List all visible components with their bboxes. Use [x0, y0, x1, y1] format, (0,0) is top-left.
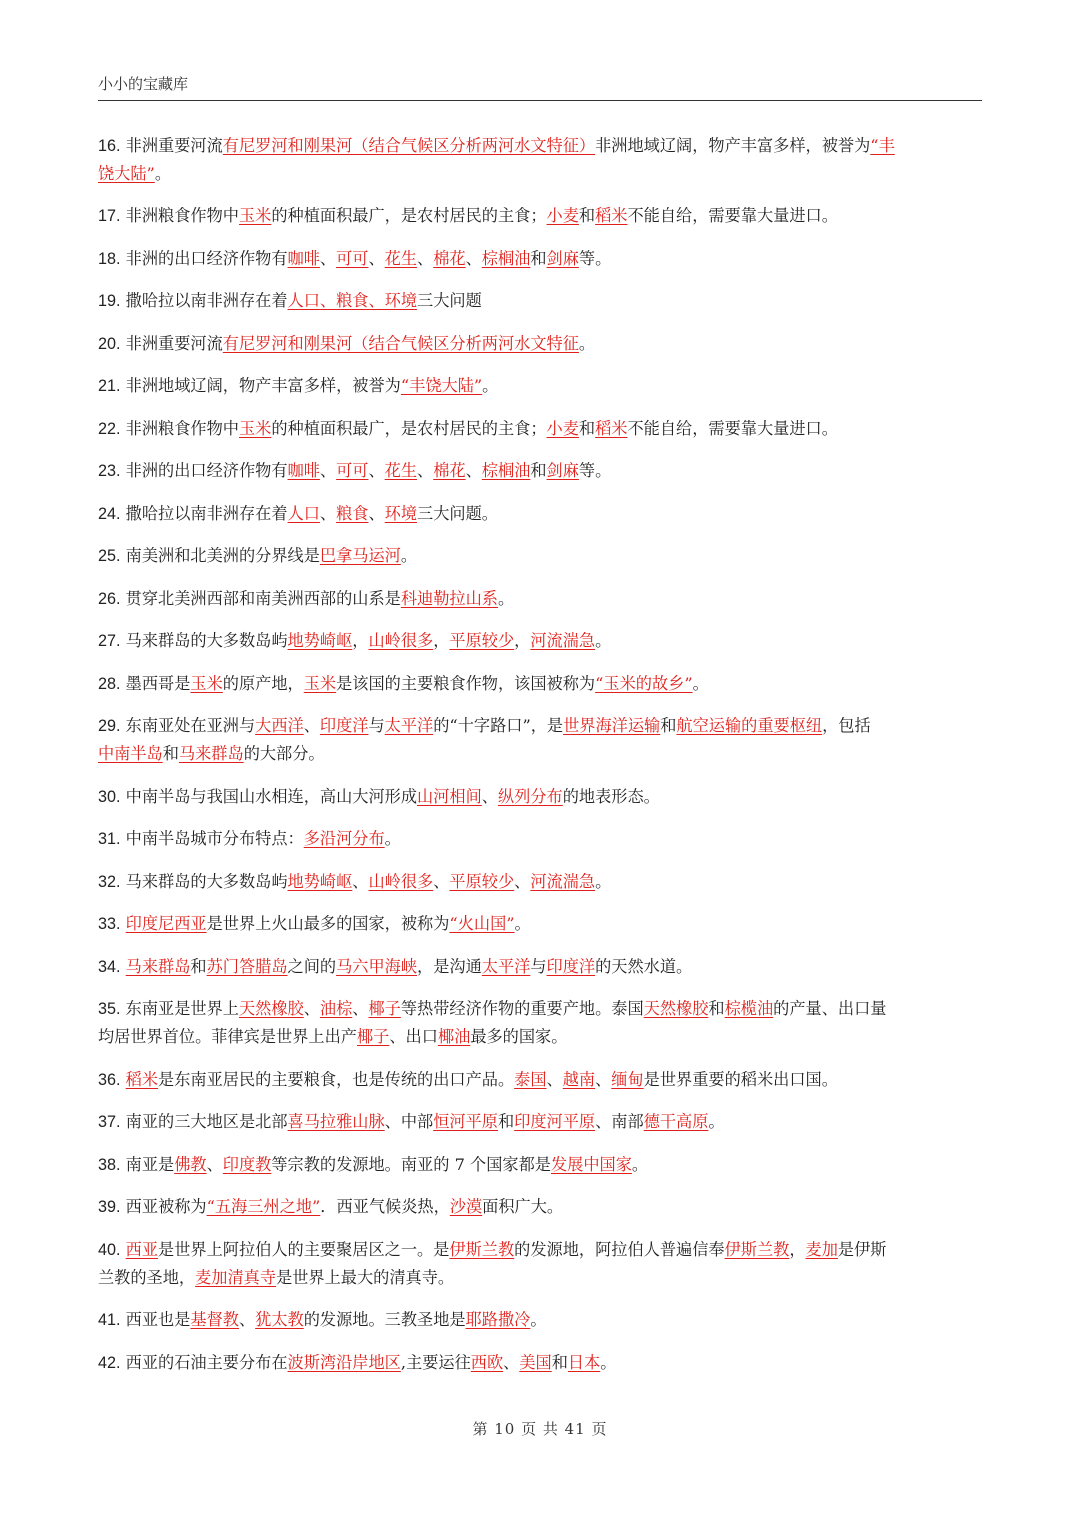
question-text: 不能自给，需要靠大量进口。 — [627, 206, 838, 225]
answer-blank: 山岭很多 — [368, 872, 434, 891]
answer-blank: 椰子 — [357, 1027, 390, 1046]
answer-blank: 印度洋 — [546, 957, 596, 976]
question-text: 之间的 — [287, 957, 337, 976]
question-text: 的发源地，阿拉伯人普遍信奉 — [514, 1240, 725, 1259]
question-item — [98, 1306, 986, 1334]
answer-blank: 多沿河分布 — [303, 829, 385, 848]
question-item — [98, 500, 986, 528]
answer-blank: 剑麻 — [546, 461, 579, 480]
question-text: 均居世界首位。菲律宾是世界上出产 — [98, 1027, 357, 1046]
question-item — [98, 1066, 986, 1094]
page-header — [98, 72, 982, 101]
answer-blank: 棕榈油 — [481, 249, 531, 268]
question-text: 。 — [600, 1353, 617, 1372]
question-text: 西亚也是 — [120, 1310, 191, 1329]
answer-blank: 河流湍急 — [530, 631, 596, 650]
question-text: 、 — [319, 249, 337, 268]
answer-blank: 粮食 — [336, 504, 369, 523]
question-text: 南亚是 — [120, 1155, 175, 1174]
question-text: 等宗教的发源地。南亚的 7 个国家都是 — [271, 1155, 551, 1174]
answer-blank: 波斯湾沿岸地区 — [287, 1353, 401, 1372]
question-text: 、 — [303, 999, 320, 1018]
answer-blank: 印度尼西亚 — [125, 914, 207, 933]
answer-blank: 棉花 — [433, 461, 466, 480]
question-text: 、 — [503, 1353, 520, 1372]
question-text: 、 — [546, 1070, 563, 1089]
answer-blank: 咖啡 — [287, 461, 320, 480]
question-number: 41. — [98, 1311, 121, 1329]
answer-blank: 稻米 — [595, 419, 628, 438]
question-text: 。 — [482, 376, 499, 395]
answer-blank: 缅甸 — [611, 1070, 644, 1089]
question-text: 和 — [551, 1353, 568, 1372]
question-number: 29. — [98, 717, 121, 735]
question-text: 的大部分。 — [243, 744, 325, 763]
question-item — [98, 202, 986, 230]
answer-blank: 航空运输的重要枢纽 — [676, 716, 823, 735]
answer-blank: 山岭很多 — [368, 631, 434, 650]
question-text: 非洲粮食作物中 — [120, 206, 239, 225]
answer-blank: 美国 — [519, 1353, 552, 1372]
answer-blank: 泰国 — [514, 1070, 547, 1089]
answer-blank: 小麦 — [546, 206, 579, 225]
question-text: 、 — [303, 716, 320, 735]
question-text: ,主要运往 — [400, 1353, 471, 1372]
answer-blank: 剑麻 — [546, 249, 579, 268]
question-text: 。 — [384, 829, 401, 848]
answer-blank: 山河相间 — [417, 787, 482, 806]
answer-blank: 日本 — [567, 1353, 601, 1372]
question-number: 38. — [98, 1156, 121, 1174]
answer-blank: 椰子 — [368, 999, 401, 1018]
answer-blank: 稻米 — [595, 206, 628, 225]
answer-blank: 玉米 — [238, 419, 272, 438]
answer-blank: 环境 — [384, 504, 418, 523]
question-item — [98, 330, 986, 358]
answer-blank: “火山国” — [449, 914, 515, 933]
question-text: 、 — [595, 1070, 612, 1089]
question-number: 34. — [98, 958, 121, 976]
answer-blank: 印度洋 — [319, 716, 369, 735]
question-text: 、 — [319, 461, 337, 480]
answer-blank: 恒河平原 — [433, 1112, 498, 1131]
question-text: 、 — [417, 249, 434, 268]
answer-blank: 西欧 — [470, 1353, 504, 1372]
answer-blank: 油棕 — [319, 999, 353, 1018]
answer-blank: 可可 — [336, 461, 369, 480]
question-item — [98, 783, 986, 811]
answer-blank: 大西洋 — [255, 716, 304, 735]
question-number: 26. — [98, 590, 121, 608]
question-number: 39. — [98, 1198, 121, 1216]
question-text: 等。 — [578, 461, 612, 480]
question-text: 是该国的主要粮食作物，该国被称为 — [336, 674, 596, 693]
question-number: 27. — [98, 632, 121, 650]
question-text: 、 — [352, 872, 369, 891]
question-text: 和 — [190, 957, 207, 976]
question-text: 和 — [530, 461, 547, 480]
question-text: 。 — [400, 546, 418, 565]
question-text: 和 — [578, 419, 596, 438]
question-text: 是世界上最大的清真寺。 — [276, 1268, 455, 1287]
question-text: 、 — [465, 249, 482, 268]
question-text: 贯穿北美洲西部和南美洲西部的山系是 — [120, 589, 401, 608]
answer-blank: 马来群岛 — [125, 957, 191, 976]
page-footer: 第 10 页 共 41 页 — [472, 1420, 608, 1438]
question-text: 东南亚处在亚洲与 — [120, 716, 256, 735]
question-text: 、 — [238, 1310, 256, 1329]
question-item — [98, 415, 986, 443]
question-text: 。 — [692, 674, 709, 693]
question-text: 、 — [465, 461, 482, 480]
question-item — [98, 245, 986, 273]
question-text: 和 — [497, 1112, 515, 1131]
answer-blank: 椰油 — [437, 1027, 471, 1046]
question-number: 33. — [98, 915, 121, 933]
question-text: 、出口 — [389, 1027, 438, 1046]
question-number: 20. — [98, 335, 121, 353]
question-text: 等热带经济作物的重要产地。泰国 — [400, 999, 644, 1018]
question-text: 中南半岛与我国山水相连，高山大河形成 — [120, 787, 418, 806]
question-text: 非洲的出口经济作物有 — [120, 249, 288, 268]
answer-blank: 人口 — [287, 504, 320, 523]
answer-blank: 小麦 — [546, 419, 579, 438]
question-text: 是伊斯 — [837, 1240, 887, 1259]
question-text: ， — [789, 1240, 806, 1259]
answer-blank: 玉米 — [190, 674, 223, 693]
question-text: 。 — [154, 164, 172, 183]
answer-blank: 咖啡 — [287, 249, 320, 268]
question-number: 21. — [98, 377, 121, 395]
question-text: 、中部 — [384, 1112, 434, 1131]
question-text: 非洲粮食作物中 — [120, 419, 239, 438]
question-text: 不能自给，需要靠大量进口。 — [627, 419, 838, 438]
answer-blank: 西亚 — [125, 1240, 159, 1259]
question-item — [98, 995, 986, 1051]
answer-blank: 喜马拉雅山脉 — [287, 1112, 385, 1131]
answer-blank: 可可 — [336, 249, 369, 268]
question-text: 中南半岛城市分布特点： — [120, 829, 304, 848]
question-number: 42. — [98, 1354, 121, 1372]
answer-blank: 玉米 — [238, 206, 272, 225]
question-number: 32. — [98, 873, 121, 891]
question-item — [98, 910, 986, 938]
answer-blank: 发展中国家 — [550, 1155, 632, 1174]
question-text: ， — [433, 631, 450, 650]
question-text: 非洲重要河流 — [120, 136, 223, 155]
answer-blank: 德干高原 — [643, 1112, 709, 1131]
answer-blank: 巴拿马运河 — [319, 546, 401, 565]
answer-blank: 印度河平原 — [514, 1112, 596, 1131]
question-text: 。 — [708, 1112, 725, 1131]
question-text: 、 — [368, 249, 385, 268]
answer-blank: 伊斯兰教 — [449, 1240, 515, 1259]
answer-blank: 太平洋 — [481, 957, 531, 976]
question-number: 35. — [98, 1000, 121, 1018]
question-number: 22. — [98, 420, 121, 438]
question-item — [98, 1151, 986, 1179]
answer-blank: 天然橡胶 — [643, 999, 709, 1018]
answer-blank: 棉花 — [433, 249, 466, 268]
answer-blank: 伊斯兰教 — [724, 1240, 790, 1259]
answer-blank: 平原较少 — [449, 872, 515, 891]
question-text: ，包括 — [822, 716, 871, 735]
question-number: 16. — [98, 137, 121, 155]
question-number: 30. — [98, 788, 121, 806]
question-text: 非洲的出口经济作物有 — [120, 461, 288, 480]
question-text: 的地表形态。 — [562, 787, 660, 806]
answer-blank: 太平洋 — [384, 716, 434, 735]
question-item — [98, 868, 986, 896]
answer-blank: 平原较少 — [449, 631, 515, 650]
question-item — [98, 372, 986, 400]
answer-blank: “丰饶大陆” — [400, 376, 483, 395]
question-text: 是东南亚居民的主要粮食，也是传统的出口产品。 — [158, 1070, 515, 1089]
answer-blank: “五海三州之地” — [206, 1197, 321, 1216]
question-item — [98, 457, 986, 485]
question-text: ， — [514, 631, 531, 650]
question-text: ， — [352, 631, 369, 650]
question-number: 28. — [98, 675, 121, 693]
question-text: 和 — [708, 999, 725, 1018]
answer-blank: 越南 — [562, 1070, 596, 1089]
answer-blank: 地势崎岖 — [287, 631, 353, 650]
question-text: 西亚被称为 — [120, 1197, 207, 1216]
answer-blank: 河流湍急 — [530, 872, 596, 891]
answer-blank: 有尼罗河和刚果河（结合气候区分析两河水文特征 — [222, 334, 579, 353]
question-item — [98, 585, 986, 613]
question-text: 与 — [530, 957, 547, 976]
question-text: 、南部 — [595, 1112, 644, 1131]
answer-blank: 有尼罗河和刚果河（结合气候区分析两河水文特征） — [222, 136, 596, 155]
question-text: 、 — [417, 461, 434, 480]
question-text: 南亚的三大地区是北部 — [120, 1112, 288, 1131]
question-text: 非洲重要河流 — [120, 334, 223, 353]
question-item — [98, 132, 986, 188]
question-number: 18. — [98, 250, 121, 268]
answer-blank: 花生 — [384, 249, 418, 268]
question-number: 40. — [98, 1241, 121, 1259]
question-number: 23. — [98, 462, 121, 480]
question-text: 。 — [514, 914, 531, 933]
answer-blank: 地势崎岖 — [287, 872, 353, 891]
answer-blank: 佛教 — [174, 1155, 207, 1174]
question-number: 31. — [98, 830, 121, 848]
question-number: 25. — [98, 547, 121, 565]
question-text: 撒哈拉以南非洲存在着 — [120, 504, 288, 523]
question-item — [98, 825, 986, 853]
question-item — [98, 1236, 986, 1292]
question-text: 的天然水道。 — [595, 957, 693, 976]
question-text: 面积广大。 — [482, 1197, 564, 1216]
question-text: 。 — [530, 1310, 547, 1329]
question-number: 24. — [98, 505, 121, 523]
question-text: 和 — [578, 206, 596, 225]
question-text: 是世界重要的稻米出口国。 — [643, 1070, 838, 1089]
question-text: 和 — [530, 249, 547, 268]
answer-blank: 犹太教 — [255, 1310, 304, 1329]
question-text: 西亚的石油主要分布在 — [120, 1353, 288, 1372]
answer-blank: 纵列分布 — [497, 787, 563, 806]
question-text: 最多的国家。 — [470, 1027, 568, 1046]
question-text: 、 — [206, 1155, 223, 1174]
answer-blank: 饶大陆” — [98, 164, 155, 183]
question-text: 、 — [368, 504, 385, 523]
answer-blank: 印度教 — [222, 1155, 272, 1174]
question-text: 、 — [352, 999, 369, 1018]
answer-blank: 马来群岛 — [178, 744, 244, 763]
answer-blank: “丰 — [870, 136, 895, 155]
question-text: 与 — [368, 716, 385, 735]
question-text: 南美洲和北美洲的分界线是 — [120, 546, 320, 565]
answer-blank: 天然橡胶 — [238, 999, 304, 1018]
question-text: 和 — [660, 716, 677, 735]
question-text: 。 — [595, 872, 612, 891]
question-item — [98, 1349, 986, 1377]
answer-blank: “玉米的故乡” — [595, 674, 693, 693]
question-text: 、 — [433, 872, 450, 891]
answer-blank: 世界海洋运输 — [563, 716, 661, 735]
answer-blank: 麦加 — [805, 1240, 838, 1259]
question-text: 墨西哥是 — [120, 674, 191, 693]
answer-blank: 马六甲海峡 — [336, 957, 418, 976]
question-text: 和 — [162, 744, 179, 763]
answer-blank: 基督教 — [190, 1310, 239, 1329]
question-text: 。 — [631, 1155, 649, 1174]
question-text: 的种植面积最广，是农村居民的主食； — [271, 206, 547, 225]
answer-blank: 科迪勒拉山系 — [400, 589, 498, 608]
question-text: 、 — [368, 461, 385, 480]
question-number: 19. — [98, 292, 121, 310]
answer-blank: 花生 — [384, 461, 418, 480]
question-text: 三大问题。 — [417, 504, 498, 523]
question-text: 是世界上阿拉伯人的主要聚居区之一。是 — [158, 1240, 450, 1259]
question-text: 。 — [595, 631, 612, 650]
question-text: 、 — [514, 872, 531, 891]
question-text: 是世界上火山最多的国家，被称为 — [206, 914, 450, 933]
question-item — [98, 627, 986, 655]
answer-blank: 耶路撒冷 — [465, 1310, 531, 1329]
question-text: 东南亚是世界上 — [120, 999, 239, 1018]
question-text: 马来群岛的大多数岛屿 — [120, 872, 288, 891]
question-text: 。 — [578, 334, 596, 353]
question-text: 的原产地， — [222, 674, 304, 693]
question-item — [98, 670, 986, 698]
header-title: 小小的宝藏库 — [98, 75, 189, 93]
question-number: 17. — [98, 207, 121, 225]
answer-blank: 沙漠 — [449, 1197, 483, 1216]
answer-blank: 稻米 — [125, 1070, 159, 1089]
question-text: 、 — [319, 504, 337, 523]
answer-blank: 中南半岛 — [98, 744, 163, 763]
question-text: ．西亚气候炎热， — [320, 1197, 450, 1216]
question-text: 的种植面积最广，是农村居民的主食； — [271, 419, 547, 438]
question-item — [98, 1108, 986, 1136]
answer-blank: 棕榈油 — [481, 461, 531, 480]
question-text: 三大问题 — [417, 291, 482, 310]
question-text: 马来群岛的大多数岛屿 — [120, 631, 288, 650]
question-text: 、 — [481, 787, 498, 806]
question-item — [98, 953, 986, 981]
question-text: 的产量、出口量 — [773, 999, 887, 1018]
question-text: 非洲地域辽阔，物产丰富多样，被誉为 — [595, 136, 871, 155]
answer-blank: 苏门答腊岛 — [206, 957, 288, 976]
question-text: 兰教的圣地， — [98, 1268, 196, 1287]
question-number: 37. — [98, 1113, 121, 1131]
answer-blank: 玉米 — [303, 674, 337, 693]
answer-blank: 棕榄油 — [724, 999, 774, 1018]
question-text: ，是沟通 — [417, 957, 482, 976]
question-item — [98, 542, 986, 570]
question-item — [98, 1193, 986, 1221]
answer-blank: 人口、粮食、环境 — [287, 291, 418, 310]
question-text: 非洲地域辽阔，物产丰富多样，被誉为 — [120, 376, 401, 395]
question-text: 撒哈拉以南非洲存在着 — [120, 291, 288, 310]
answer-blank: 麦加清真寺 — [195, 1268, 277, 1287]
question-item — [98, 712, 986, 768]
question-text: 。 — [497, 589, 515, 608]
question-number: 36. — [98, 1071, 121, 1089]
question-text: 的发源地。三教圣地是 — [303, 1310, 466, 1329]
question-text: 等。 — [578, 249, 612, 268]
question-text: 的“十字路口”，是 — [433, 716, 564, 735]
question-item — [98, 287, 986, 315]
